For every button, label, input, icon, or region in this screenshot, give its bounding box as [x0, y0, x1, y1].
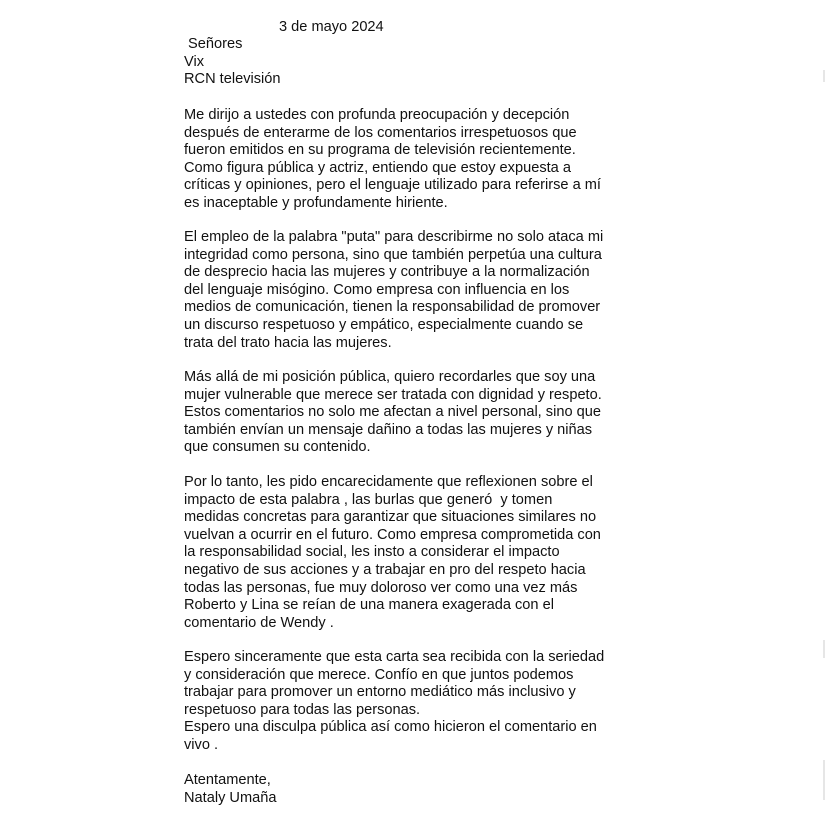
paragraph-5: [184, 649, 604, 755]
recipient-line: RCN televisión: [184, 71, 281, 88]
paragraph-line: El empleo de la palabra "puta" para describirme no solo ataca mi: [184, 229, 604, 245]
paragraph-line: es inaceptable y profundamente hiriente.: [184, 194, 448, 211]
paragraph-line: Roberto y Lina se reían de una manera exagerada con el: [184, 597, 554, 614]
paragraph-line: Me dirijo a ustedes con profunda preocupación y decepción: [184, 107, 570, 123]
paragraph-line: también envían un mensaje dañino a todas las mujeres y niñas: [184, 421, 593, 438]
paragraph-3: [184, 369, 602, 457]
recipient-line: Señores: [184, 36, 243, 52]
closing-salutation: Atentamente,: [184, 772, 271, 788]
paragraph-line: que consumen su contenido.: [184, 439, 371, 456]
paragraph-line: vuelvan a ocurrir en el futuro. Como empresa comprometida con: [184, 526, 601, 543]
paragraph-line: trata del trato hacia las mujeres.: [184, 334, 392, 351]
paragraph-line: todas las personas, fue muy doloroso ver como una vez más: [184, 579, 578, 596]
paragraph-4: [184, 474, 601, 632]
paragraph-line: fueron emitidos en su programa de televisión recientemente.: [184, 142, 576, 159]
paragraph-line: un discurso respetuoso y empático, especialmente cuando se: [184, 316, 584, 333]
paragraph-line: mujer vulnerable que merece ser tratada con dignidad y respeto.: [184, 386, 602, 403]
paragraph-line: medios de comunicación, tienen la responsabilidad de promover: [184, 299, 601, 316]
paragraph-line: y consideración que merece. Confío en que juntos podemos: [184, 666, 574, 683]
paragraph-line: Estos comentarios no solo me afectan a nivel personal, sino que: [184, 404, 601, 421]
paragraph-line: Espero una disculpa pública así como hicieron el comentario en: [184, 719, 597, 736]
paragraph-line: del lenguaje misógino. Como empresa con influencia en los: [184, 281, 570, 298]
paragraph-line: trabajar para promover un entorno mediático más inclusivo y: [184, 684, 576, 701]
signature-name: Nataly Umaña: [184, 789, 277, 806]
paragraph-line: críticas y opiniones, pero el lenguaje utilizado para referirse a mí: [184, 177, 601, 194]
paragraph-1: [184, 107, 601, 213]
paragraph-line: comentario de Wendy .: [184, 614, 334, 631]
paragraph-line: medidas concretas para garantizar que situaciones similares no: [184, 509, 597, 526]
letter-date: 3 de mayo 2024: [279, 19, 384, 35]
paragraph-2: [184, 229, 603, 352]
paragraph-line: Por lo tanto, les pido encarecidamente que reflexionen sobre el: [184, 474, 593, 490]
paragraph-line: vivo .: [184, 736, 219, 753]
closing-block: [184, 772, 276, 807]
paragraph-line: la responsabilidad social, les insto a considerar el impacto: [184, 544, 560, 561]
paragraph-line: después de enterarme de los comentarios irrespetuosos que: [184, 124, 577, 141]
paragraph-line: integridad como persona, sino que también perpetúa una cultura: [184, 246, 602, 263]
paragraph-line: impacto de esta palabra , las burlas que generó y tomen: [184, 491, 553, 508]
paragraph-line: Como figura pública y actriz, entiendo que estoy expuesta a: [184, 159, 571, 176]
paragraph-line: de desprecio hacia las mujeres y contribuye a la normalización: [184, 264, 590, 281]
recipient-block: [184, 36, 281, 89]
recipient-line: Vix: [184, 53, 205, 70]
paragraph-line: Espero sinceramente que esta carta sea recibida con la seriedad: [184, 649, 605, 665]
paragraph-line: negativo de sus acciones y a trabajar en pro del respeto hacia: [184, 561, 586, 578]
paragraph-line: Más allá de mi posición pública, quiero recordarles que soy una: [184, 369, 596, 385]
paragraph-line: respetuoso para todas las personas.: [184, 701, 421, 718]
